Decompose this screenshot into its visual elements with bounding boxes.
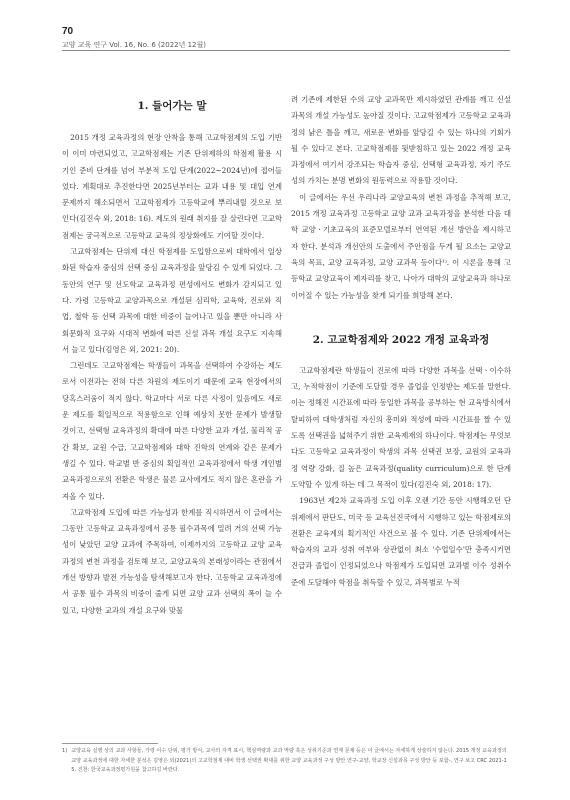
left-column (62, 92, 282, 619)
footnote-text: 교양교육 실행 상의 교과 사항들, 가령 이수 단위, 평가 방식, 교사의 자격 표시, 핵심역량과 교과 역량 혹은 성취기준과 연계 문제 등은 이 글에서는 자세하게 상술하지 않는다. 2015 개정 교육과정의 교양 교육과정에 대한 자세한 분석은 김영은 외(2021)의 고교학점제 대비 학생 선택권 확대를 위한 교양 교육과정 구성 방안 연구-교양, 학교장 신설과목 구성 방안 등 포함-, 연구 보고 CRC 2021-15, 진천: 한국교육과정평가원을 참고하길 바란다. (71, 748, 507, 773)
header-divider (62, 50, 510, 51)
section-title-credit-system: 2. 고교학점제와 2022 개정 교육과정 (312, 333, 490, 346)
page-number: 70 (62, 26, 74, 37)
footnote-divider (62, 743, 158, 744)
body-paragraph: 이 글에서는 우선 우리나라 교양교육의 변천 과정을 추적해 보고, 2015 개정 교육과정 고등학교 교양 교과 교육과정을 분석한 다음 대학 교양ㆍ기초교육의 표준모델로부터 연역된 개선 방안을 제시하고자 한다. 분석과 개선안의 도출에서 주안점을 두게 될 요소는 교양교육의 목표, 교양 교육과정, 교양 교과목 등이다¹⁾. 이 시론을 통해 고등학교 교양교육이 제자리를 찾고, 나아가 대학의 교양교육과 하나로 이어질 수 있는 가능성을 찾게 되기를 희망해 본다. (291, 192, 511, 300)
section-title-introduction: 1. 들어가는 말 (137, 100, 207, 112)
footnote (62, 747, 510, 776)
journal-citation: 교양 교육 연구 Vol. 16, No. 6 (2022년 12월) (62, 41, 206, 49)
body-paragraph: 고교학점제란 학생들이 진로에 따라 다양한 과목을 선택ㆍ이수하고, 누적학점이 기준에 도달할 경우 졸업을 인정받는 제도를 말한다. 이는 정해진 시간표에 따라 동일한 과목을 공부하는 현 교육방식에서 탈피하여 대학생처럼 자신의 흥미와 적성에 따라 시간표를 짤 수 있도록 선택권을 넓혀주기 위한 교육제재의 하나이다. 학점제는 무엇보다도 고등학교 교육과정이 학생의 과목 선택권 보장, 교원의 교육과정 역량 강화, 질 높은 교육과정(quality curriculum)으로 한 단계 도약할 수 있게 하는 데 그 목적이 있다(김진숙 외, 2018: 17). (291, 365, 511, 489)
body-paragraph: 1963년 제2차 교육과정 도입 이후 오랜 기간 동안 시행해오던 단위제에서 판단도, 미국 등 교육선진국에서 시행하고 있는 학점제로의 전환은 교육계의 획기적인 사건으로 볼 수 있다. 기존 단위제에서는 학습자의 교과 성취 여부와 상관없이 최소 '수업일수'만 충족시키면 진급과 졸업이 인정되었으나 학점제가 도입되면 교과별 이수 성취수준에 도달해야 학점을 취득할 수 있고, 과목별로 누적 (291, 496, 511, 587)
body-paragraph: 2015 개정 교육과정의 현장 안착을 통해 고교학점제의 도입 기반이 이미 마련되었고, 고교학점제는 기존 단위제하의 학점제 활용 시기인 준비 단계를 넘어 부분적 도입 단계(2022~2024년)에 접어들었다. 계획대로 추진한다면 2025년부터는 교과 내용 및 대입 연계 문제까지 해소되면서 고교학점제가 고등학교에 뿌리내릴 것으로 보인다(김진숙 외, 2018: 16). 제도의 원래 취지를 잘 살린다면 고교학점제는 궁극적으로 고등학교 교육의 정상화에도 기여할 것이다. (62, 133, 282, 240)
body-paragraph: 그런데도 고교학점제는 학생들이 과목을 선택하여 수강하는 제도로서 이전과는 전혀 다른 차원의 제도이기 때문에 교육 현장에서의 당혹스러움이 적지 않다. 학교마다 서로 다른 사정이 있음에도 새로운 제도를 획일적으로 적용함으로 인해 예상치 못한 문제가 발생할 것이고, 선택형 교육과정의 확대에 따른 다양한 교과 개설, 물리적 공간 확보, 교원 수급, 고교학점제와 대학 진학의 연계와 같은 문제가 생길 수 있다. 학교별 반 중심의 획일적인 교육과정에서 학생 개인별 교육과정으로의 전환은 학생은 물론 교사에게도 적지 않은 혼란을 가져올 수 있다. (62, 361, 282, 501)
footnote-mark: 1) (62, 748, 68, 754)
page-header (62, 26, 512, 50)
body-paragraph-continued: 려 기존에 제한된 수의 교양 교과목만 제시하였던 관례를 깨고 신설 과목의 개설 가능성도 높아질 것이다. 고교학점제가 고등학교 교육과정의 낡은 틀을 깨고, 새로운 변화를 앞당길 수 있는 하나의 기회가 될 수 있다고 본다. 고교학점제를 뒷받침하고 있는 2022 개정 교육과정에서 여기서 강조되는 학습자 중심, 선택형 교육과정, 자기 주도성의 가치는 분명 변화의 원동력으로 작용할 것이다. (291, 95, 511, 186)
body-paragraph: 고교학점제는 단위제 대신 학점제를 도입함으로써 대학에서 일상화된 학습자 중심의 선택 중심 교육과정을 앞당김 수 있게 되었다. 그동안의 연구 및 선도학교 교육과정 편성에서도 변화가 감지되고 있다. 가령 고등학교 교양과목으로 개설된 심리학, 교육학, 진로와 직업, 철학 등 선택 과목에 대한 비중이 늘어나고 있을 뿐만 아니라 사회문화적 요구와 시대적 변화에 따른 신설 과목 개설 요구도 지속해서 늘고 있다(김영은 외, 2021: 20). (62, 247, 282, 354)
body-paragraph: 고교학점제 도입에 따른 가능성과 한계를 직시하면서 이 글에서는 그동안 고등학교 교육과정에서 공통 필수과목에 밀려 거의 선택 가능성이 낮았던 교양 교과에 주목하여, 이제까지의 고등학교 교양 교육과정의 변천 과정을 검토해 보고, 교양교육의 본래성이라는 관점에서 개선 방향과 발전 가능성을 탐색해보고자 한다. 고등학교 교육과정에서 공통 필수 과목의 비중이 줄게 되면 교양 교과 선택의 폭이 늘 수 있고, 다양한 교과의 개설 요구와 맞물 (62, 507, 282, 615)
right-column (291, 92, 511, 591)
